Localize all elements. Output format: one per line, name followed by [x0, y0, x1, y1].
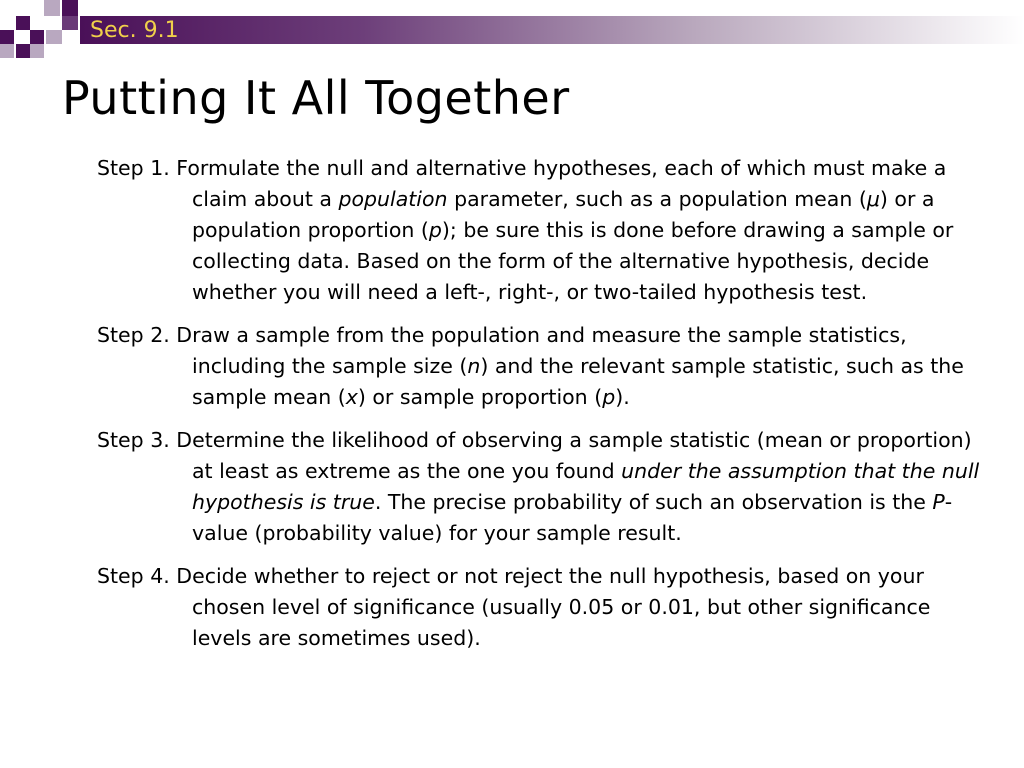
- step-text-italic: population: [338, 187, 448, 211]
- step-text: Draw a sample from the population and measure the sample statistics, including the sample size (: [176, 323, 907, 378]
- step-text: ) or sample proportion (: [357, 385, 603, 409]
- decor-square: [30, 44, 44, 58]
- decor-square: [44, 0, 60, 16]
- step-text: ); be sure this is done before drawing a sample or collecting data. Based on the form of the alternative hypothesis, decide whether you will need a left-, right-, or two-tailed hypothesis test.: [192, 218, 954, 304]
- step-text: Formulate the null and alternative hypotheses, each of which must make a claim about a: [176, 156, 947, 211]
- step-label: Step 2.: [97, 323, 170, 347]
- step-text: -value (probability value) for your sample result.: [192, 490, 953, 545]
- step-symbol: x: [345, 385, 358, 409]
- decor-square: [46, 30, 62, 44]
- step-symbol: p: [428, 218, 442, 242]
- step-text: Determine the likelihood of observing a sample statistic (mean or proportion) at least as extreme as the one you found: [176, 428, 972, 483]
- step-text: . The precise probability of such an observation is the: [374, 490, 933, 514]
- step-text-italic: under the assumption that the null hypothesis is true: [192, 459, 980, 514]
- step-1: [97, 153, 992, 308]
- decor-square: [30, 30, 44, 44]
- step-label: Step 4.: [97, 564, 170, 588]
- decor-square: [16, 16, 30, 30]
- step-text: Decide whether to reject or not reject the null hypothesis, based on your chosen level of significance (usually 0.05 or 0.01, but other significance levels are sometimes used).: [176, 564, 931, 650]
- step-symbol: n: [467, 354, 481, 378]
- step-symbol: P: [932, 490, 945, 514]
- step-3: [97, 425, 992, 549]
- step-text: ) and the relevant sample statistic, such as the sample mean (: [192, 354, 964, 409]
- step-label: Step 1.: [97, 156, 170, 180]
- step-2: [97, 320, 992, 413]
- decor-square: [16, 44, 30, 58]
- step-text: ) or a population proportion (: [192, 187, 935, 242]
- step-4: [97, 561, 992, 654]
- decor-square: [0, 44, 14, 58]
- step-text: ).: [615, 385, 630, 409]
- slide-title: Putting It All Together: [62, 71, 570, 125]
- step-label: Step 3.: [97, 428, 170, 452]
- decor-square: [0, 30, 14, 44]
- header-bar: [80, 16, 1024, 44]
- decor-square: [62, 0, 78, 16]
- decor-square: [62, 16, 78, 30]
- section-label: Sec. 9.1: [90, 18, 179, 43]
- step-text: parameter, such as a population mean (: [447, 187, 867, 211]
- step-symbol: μ: [866, 187, 880, 211]
- steps-list: [97, 153, 992, 666]
- step-symbol: p: [602, 385, 616, 409]
